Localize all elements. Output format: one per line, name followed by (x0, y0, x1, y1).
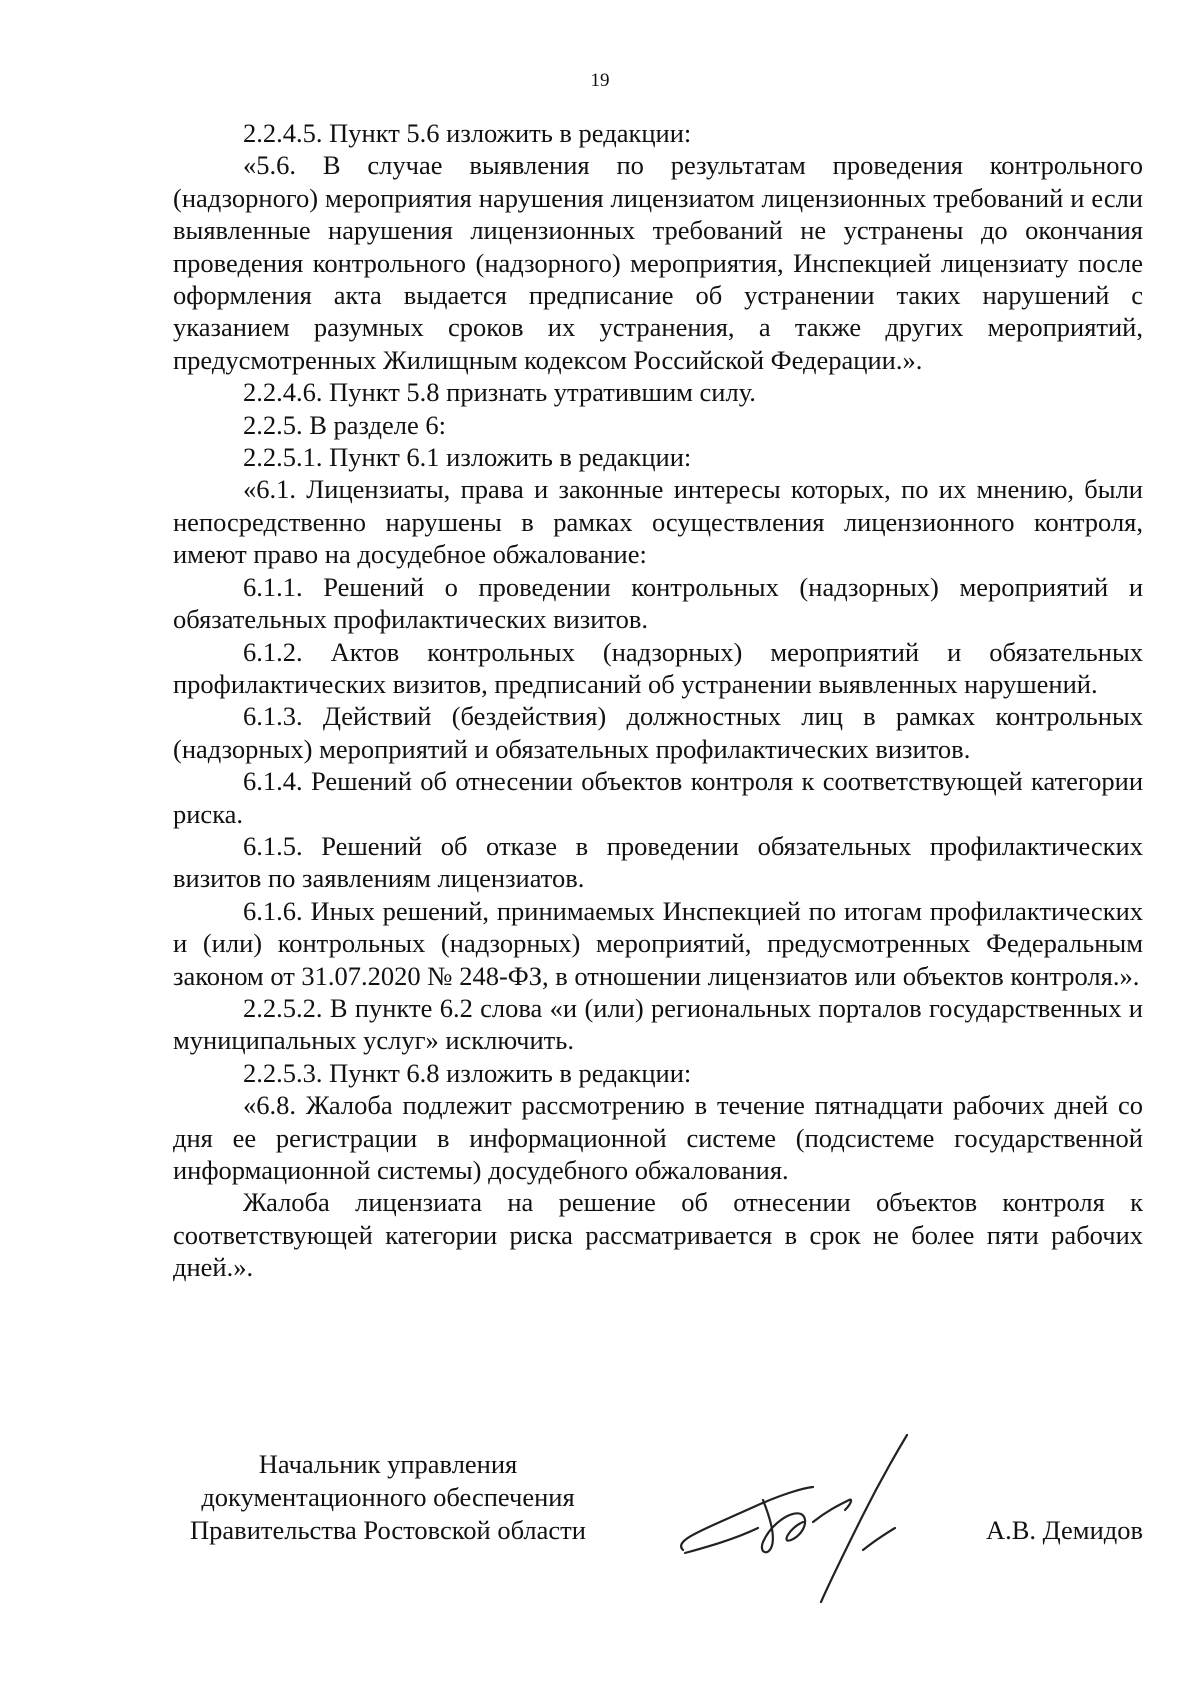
paragraph: «6.1. Лицензиаты, права и законные интересы которых, по их мнению, были непосредственно нарушены в рамках осуществления лицензионного контроля, имеют право на досудебное обжалование: (173, 474, 1143, 570)
signatory-title-line: документационного обеспечения (201, 1482, 575, 1512)
document-body (173, 117, 1143, 1284)
signatory-title-line: Правительства Ростовской области (190, 1515, 586, 1545)
paragraph: 6.1.3. Действий (бездействия) должностных лиц в рамках контрольных (надзорных) мероприятий и обязательных профилактических визитов. (173, 701, 1143, 764)
paragraph: 2.2.5.2. В пункте 6.2 слова «и (или) региональных порталов государственных и муниципальных услуг» исключить. (173, 992, 1143, 1056)
paragraph: 6.1.4. Решений об отнесении объектов контроля к соответствующей категории риска. (173, 766, 1143, 829)
paragraph: 2.2.4.6. Пункт 5.8 признать утратившим силу. (243, 377, 756, 408)
signature-block (173, 1448, 1143, 1598)
signatory-title-line: Начальник управления (258, 1449, 518, 1479)
paragraph: 6.1.6. Иных решений, принимаемых Инспекцией по итогам профилактических и (или) контрольных (надзорных) мероприятий, предусмотренных Федеральным законом от 31.07.2020 № 248-ФЗ, в отношении лицензиатов или объектов контроля.». (173, 895, 1143, 991)
paragraph: 2.2.5. В разделе 6: (243, 409, 447, 440)
paragraph: «5.6. В случае выявления по результатам проведения контрольного (надзорного) мероприятия нарушения лицензиатом лицензионных требований и если выявленные нарушения лицензионных требований не устранены до окончания проведения контрольного (надзорного) мероприятия, Инспекцией лицензиату после оформления акта выдается предписание об устранении таких нарушений с указанием разумных сроков их устранения, а также других мероприятий, предусмотренных Жилищным кодексом Российской Федерации.». (173, 150, 1143, 375)
paragraph: 2.2.5.1. Пункт 6.1 изложить в редакции: (243, 442, 692, 473)
paragraph: 6.1.2. Актов контрольных (надзорных) мероприятий и обязательных профилактических визитов, предписаний об устранении выявленных нарушений. (173, 636, 1143, 699)
signatory-name: А.В. Демидов (985, 1515, 1143, 1545)
paragraph: 6.1.1. Решений о проведении контрольных (надзорных) мероприятий и обязательных профилактических визитов. (173, 571, 1143, 635)
paragraph: «6.8. Жалоба подлежит рассмотрению в течение пятнадцати рабочих дней со дня ее регистрации в информационной системе (подсистеме государственной информационной системы) досудебного обжалования. (173, 1090, 1143, 1185)
handwritten-signature (663, 1430, 963, 1610)
page-number: 19 (590, 70, 610, 91)
paragraph: 6.1.5. Решений об отказе в проведении обязательных профилактических визитов по заявлениям лицензиатов. (173, 830, 1143, 894)
paragraph: Жалоба лицензиата на решение об отнесении объектов контроля к соответствующей категории риска рассматривается в срок не более пяти рабочих дней.». (173, 1187, 1143, 1283)
signatory-title (173, 1448, 603, 1547)
paragraph: 2.2.4.5. Пункт 5.6 изложить в редакции: (243, 118, 692, 148)
paragraph: 2.2.5.3. Пункт 6.8 изложить в редакции: (243, 1057, 692, 1088)
